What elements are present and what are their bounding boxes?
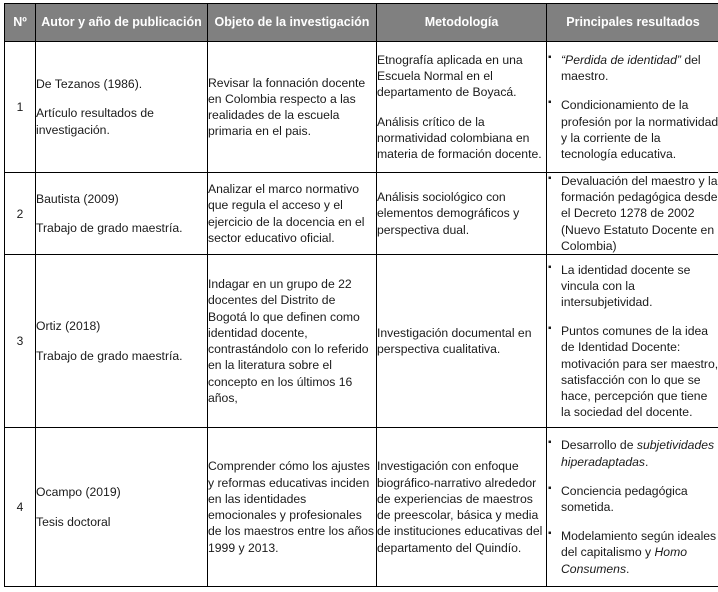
resultado-item: ▪ Devaluación del maestro y la formación pedagógica desde el Decreto 1278 de 2002 (Nuevo Estatuto Docente en Colombia): [561, 173, 718, 254]
objeto-text: Analizar el marco normativo que regula el acceso y el ejercicio de la docencia en el sector educativo oficial.: [208, 182, 365, 245]
autor-line: Ocampo (2019): [36, 485, 121, 500]
resultado-item: ▪ Desarrollo de subjetividades hiperadaptadas.: [561, 437, 718, 469]
header-cell-resultados: Principales resultados: [547, 4, 718, 42]
autor-line: Trabajo de grado maestría.: [36, 221, 183, 236]
cell-numero: 4: [5, 428, 36, 587]
autor-line: Tesis doctoral: [36, 514, 111, 529]
emphasis-text: subjetividades hiperadaptadas: [561, 438, 715, 469]
cell-metodologia: [377, 428, 547, 587]
metodologia-line: Análisis sociológico con elementos demográficos y perspectiva dual.: [377, 190, 520, 237]
header-cell-objeto: Objeto de la investigación: [208, 4, 377, 42]
metodologia-line: Investigación documental en perspectiva cualitativa.: [377, 325, 532, 357]
resultado-item: ▪ “Perdida de identidad” del maestro.: [561, 52, 718, 84]
resultado-item: ▪ Conciencia pedagógica sometida.: [561, 483, 718, 515]
resultados-list: [547, 173, 718, 254]
resultado-item: ▪ La identidad docente se vincula con la intersubjetividad.: [561, 262, 718, 311]
table-row: [5, 255, 718, 428]
cell-autor: [36, 255, 208, 428]
cell-autor: [36, 42, 208, 173]
resultados-list: [547, 262, 718, 421]
header-row: [5, 4, 718, 42]
cell-resultados: [547, 173, 718, 255]
cell-autor: [36, 173, 208, 255]
cell-numero: 3: [5, 255, 36, 428]
resultado-item: ▪ Modelamiento según ideales del capitalismo y Homo Consumens.: [561, 528, 718, 577]
objeto-text: Indagar en un grupo de 22 docentes del Distrito de Bogotá lo que definen como identidad docente, contrastándolo con lo referido en la literatura sobre el concepto en los últimos 16 años,: [208, 277, 369, 405]
cell-metodologia: [377, 255, 547, 428]
autor-line: Artículo resultados de investigación.: [36, 106, 154, 137]
metodologia-line: Etnografía aplicada en una Escuela Normal en el departamento de Boyacá.: [377, 52, 523, 100]
resultados-list: [547, 52, 718, 162]
table-header: [5, 4, 718, 42]
cell-metodologia: [377, 173, 547, 255]
cell-objeto: [208, 255, 377, 428]
header-cell-numero: Nº: [5, 4, 36, 42]
metodologia-line: Análisis crítico de la normatividad colombiana en materia de formación docente.: [377, 114, 542, 161]
cell-resultados: [547, 42, 718, 173]
table-row: [5, 173, 718, 255]
cell-resultados: [547, 428, 718, 587]
resultados-list: [547, 437, 718, 577]
cell-objeto: [208, 428, 377, 587]
research-summary-table: [4, 3, 718, 587]
objeto-text: Comprender cómo los ajustes y reformas educativas inciden en las identidades emocionales y profesionales de los maestros entre los años 1999 y 2013.: [208, 459, 374, 555]
metodologia-line: Investigación con enfoque biográfico-narrativo alrededor de experiencias de maestros de preescolar, básica y media de instituciones educativas del departamento del Quindío.: [377, 459, 543, 555]
resultado-item: ▪ Puntos comunes de la idea de Identidad Docente: motivación para ser maestro, satisfacción con lo que se hace, percepción que tiene la sociedad del docente.: [561, 323, 718, 420]
cell-numero: 1: [5, 42, 36, 173]
resultado-item: ▪ Condicionamiento de la profesión por la normatividad y la corriente de la tecnología educativa.: [561, 97, 718, 162]
cell-numero: 2: [5, 173, 36, 255]
autor-line: Trabajo de grado maestría.: [36, 348, 183, 363]
table-body: [5, 42, 718, 587]
objeto-text: Revisar la fonnación docente en Colombia respecto a las realidades de la escuela primaria en el pais.: [208, 75, 366, 139]
cell-metodologia: [377, 42, 547, 173]
cell-objeto: [208, 42, 377, 173]
emphasis-text: Homo Consumens: [561, 545, 687, 576]
header-cell-metodologia: Metodología: [377, 4, 547, 42]
emphasis-text: “Perdida de identidad”: [561, 52, 681, 67]
autor-line: Bautista (2009): [36, 191, 119, 206]
autor-line: Ortiz (2018): [36, 319, 101, 334]
cell-autor: [36, 428, 208, 587]
table-row: [5, 42, 718, 173]
cell-objeto: [208, 173, 377, 255]
table-row: [5, 428, 718, 587]
cell-resultados: [547, 255, 718, 428]
autor-line: De Tezanos (1986).: [36, 77, 143, 92]
header-cell-autor: Autor y año de publicación: [36, 4, 208, 42]
